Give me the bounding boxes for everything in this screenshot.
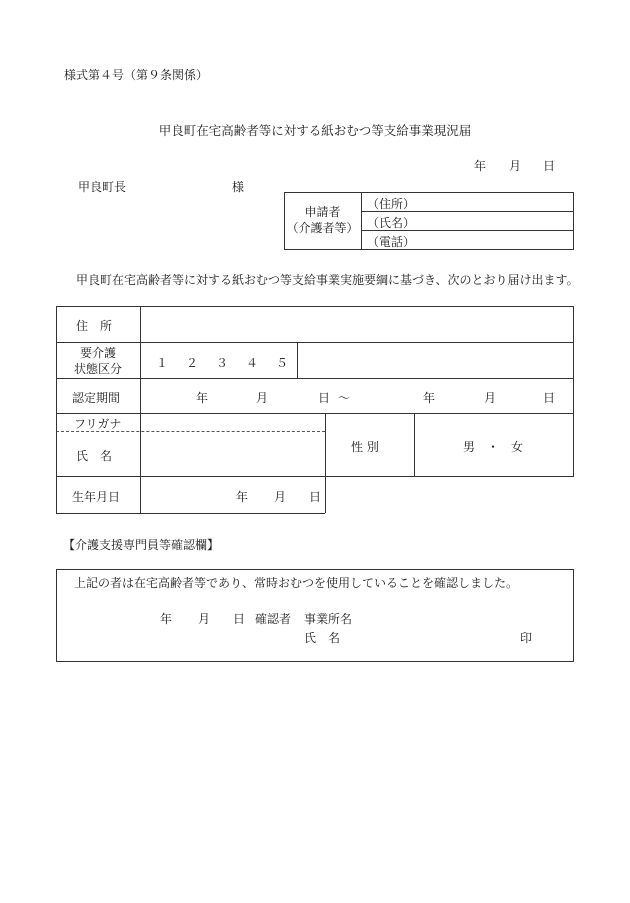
addressee-name: 甲良町長 [78, 180, 127, 194]
period-start-month[interactable]: 月 [256, 391, 269, 405]
form-number: 様式第４号（第９条関係） [64, 68, 209, 82]
care-level-option[interactable]: ４ [246, 356, 259, 370]
date-day: 日 [543, 159, 556, 173]
address-label: 住 所 [76, 319, 113, 333]
seal-mark: 印 [520, 631, 533, 645]
birth-year[interactable]: 年 [236, 490, 249, 504]
intro-text: 甲良町在宅高齢者等に対する紙おむつ等支給事業実施要綱に基づき、次のとおり届け出ます。 [76, 273, 579, 287]
confirmer-name-label: 氏 名 [304, 631, 341, 645]
office-name-label: 事業所名 [304, 612, 353, 626]
period-label: 認定期間 [72, 391, 121, 405]
birthdate-label: 生年月日 [72, 490, 121, 504]
name-label: 氏 名 [76, 449, 113, 463]
furigana-input[interactable] [141, 414, 324, 430]
applicant-phone-field[interactable]: （電話） [367, 235, 416, 249]
period-start-day[interactable]: 日 [318, 391, 331, 405]
care-level-option[interactable]: １ [156, 356, 169, 370]
address-input[interactable] [141, 307, 572, 341]
applicant-address-field[interactable]: （住所） [367, 197, 416, 211]
confirm-day[interactable]: 日 [233, 612, 246, 626]
period-start-year[interactable]: 年 [196, 391, 209, 405]
applicant-name-field[interactable]: （氏名） [367, 216, 416, 230]
furigana-label: フリガナ [74, 417, 122, 431]
period-tilde: ～ [338, 391, 351, 405]
confirmation-section-title: 【介護支援専門員等確認欄】 [63, 538, 220, 552]
period-end-month[interactable]: 月 [484, 391, 497, 405]
addressee-honorific: 様 [232, 180, 245, 194]
confirm-year[interactable]: 年 [160, 612, 173, 626]
care-level-option[interactable]: ３ [216, 356, 229, 370]
applicant-label-sub: （介護者等） [286, 221, 359, 235]
confirmer-label: 確認者 [255, 612, 292, 626]
care-level-label: 要介護 [79, 346, 116, 360]
sex-label: 性 別 [351, 440, 379, 454]
document-title: 甲良町在宅高齢者等に対する紙おむつ等支給事業現況届 [158, 123, 472, 138]
applicant-label: 申請者 [304, 205, 341, 219]
date-month: 月 [509, 159, 522, 173]
care-level-option[interactable]: ２ [186, 356, 199, 370]
care-level-option[interactable]: ５ [276, 356, 289, 370]
name-input[interactable] [141, 432, 324, 475]
sex-options[interactable]: 男 ・ 女 [463, 440, 524, 454]
period-end-year[interactable]: 年 [423, 391, 436, 405]
confirmation-statement: 上記の者は在宅高齢者等であり、常時おむつを使用していることを確認しました。 [74, 576, 519, 590]
birth-day[interactable]: 日 [309, 490, 322, 504]
period-end-day[interactable]: 日 [543, 391, 556, 405]
birth-month[interactable]: 月 [274, 490, 287, 504]
care-level-label-sub: 状態区分 [73, 362, 122, 376]
confirm-month[interactable]: 月 [198, 612, 211, 626]
date-year: 年 [474, 159, 487, 173]
